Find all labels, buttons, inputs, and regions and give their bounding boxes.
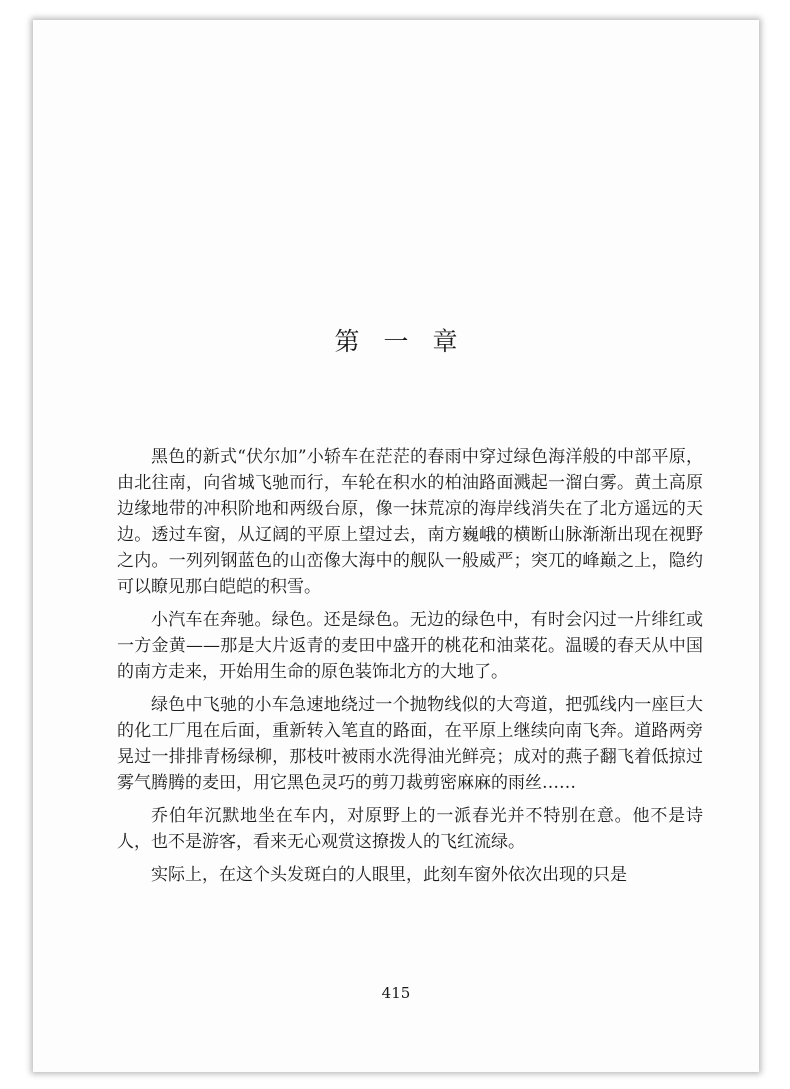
book-page bbox=[33, 20, 759, 1072]
paragraph: 乔伯年沉默地坐在车内，对原野上的一派春光并不特别在意。他不是诗人，也不是游客，看来无心观赏这撩拨人的飞红流绿。 bbox=[117, 806, 703, 852]
chapter-title: 第一章 bbox=[334, 327, 482, 356]
paragraph: 黑色的新式“伏尔加”小轿车在茫茫的春雨中穿过绿色海洋般的中部平原，由北往南，向省城飞驰而行，车轮在积水的柏油路面溅起一溜白雾。黄土高原边缘地带的冲积阶地和两级台原，像一抹荒凉的海岸线消失在了北方遥远的天边。透过车窗，从辽阔的平原上望过去，南方巍峨的横断山脉渐渐出现在视野之内。一列列钢蓝色的山峦像大海中的舰队一般威严；突兀的峰巅之上，隐约可以瞭见那白皑皑的积雪。 bbox=[117, 447, 703, 597]
paragraph: 小汽车在奔驰。绿色。还是绿色。无边的绿色中，有时会闪过一片绯红或一方金黄——那是大片返青的麦田中盛开的桃花和油菜花。温暖的春天从中国的南方走来，开始用生命的原色装饰北方的大地了。 bbox=[117, 610, 703, 682]
paragraph: 实际上，在这个头发斑白的人眼里，此刻车窗外依次出现的只是 bbox=[151, 865, 627, 885]
page-number: 415 bbox=[381, 984, 411, 1002]
paragraph: 绿色中飞驰的小车急速地绕过一个抛物线似的大弯道，把弧线内一座巨大的化工厂甩在后面，重新转入笔直的路面，在平原上继续向南飞奔。道路两旁晃过一排排青杨绿柳，那枝叶被雨水洗得油光鲜亮；成对的燕子翻飞着低掠过雾气腾腾的麦田，用它黑色灵巧的剪刀裁剪密麻麻的雨丝…… bbox=[117, 695, 703, 793]
chapter-body bbox=[117, 444, 703, 895]
